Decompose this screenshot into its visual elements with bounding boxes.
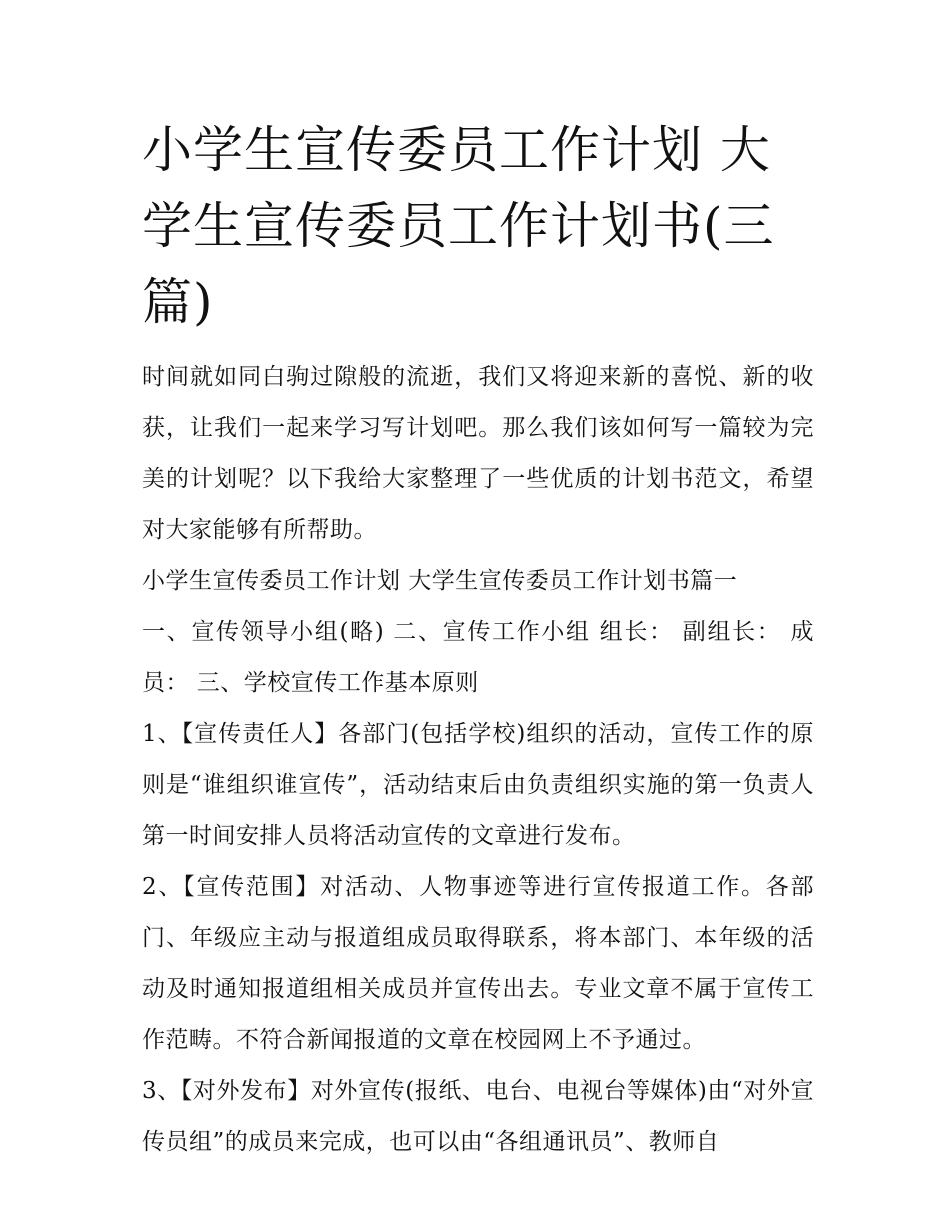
principle-2-paragraph: 2、【宣传范围】对活动、人物事迹等进行宣传报道工作。各部门、年级应主动与报道组成员取得联系，将本部门、本年级的活动及时通知报道组相关成员并宣传出去。专业文章不属于宣传工作范畴。不符合新闻报道的文章在校园网上不予通过。 (142, 874, 814, 1053)
intro-paragraph: 时间就如同白驹过隙般的流逝，我们又将迎来新的喜悦、新的收获，让我们一起来学习写计划吧。那么我们该如何写一篇较为完美的计划呢？以下我给大家整理了一些优质的计划书范文，希望对大家能够有所帮助。 (142, 364, 814, 543)
organization-paragraph: 一、宣传领导小组(略) 二、宣传工作小组 组长： 副组长： 成员： 三、学校宣传工作基本原则 (142, 619, 814, 696)
document-page (142, 112, 814, 1168)
section-heading: 小学生宣传委员工作计划 大学生宣传委员工作计划书篇一 (142, 568, 738, 594)
document-title: 小学生宣传委员工作计划 大学生宣传委员工作计划书(三篇) (142, 121, 775, 331)
principle-3-paragraph: 3、【对外发布】对外宣传(报纸、电台、电视台等媒体)由“对外宣传员组”的成员来完成，也可以由“各组通讯员”、教师自 (142, 1078, 814, 1155)
principle-1-paragraph: 1、【宣传责任人】各部门(包括学校)组织的活动，宣传工作的原则是“谁组织谁宣传”，活动结束后由负责组织实施的第一负责人第一时间安排人员将活动宣传的文章进行发布。 (142, 721, 814, 849)
